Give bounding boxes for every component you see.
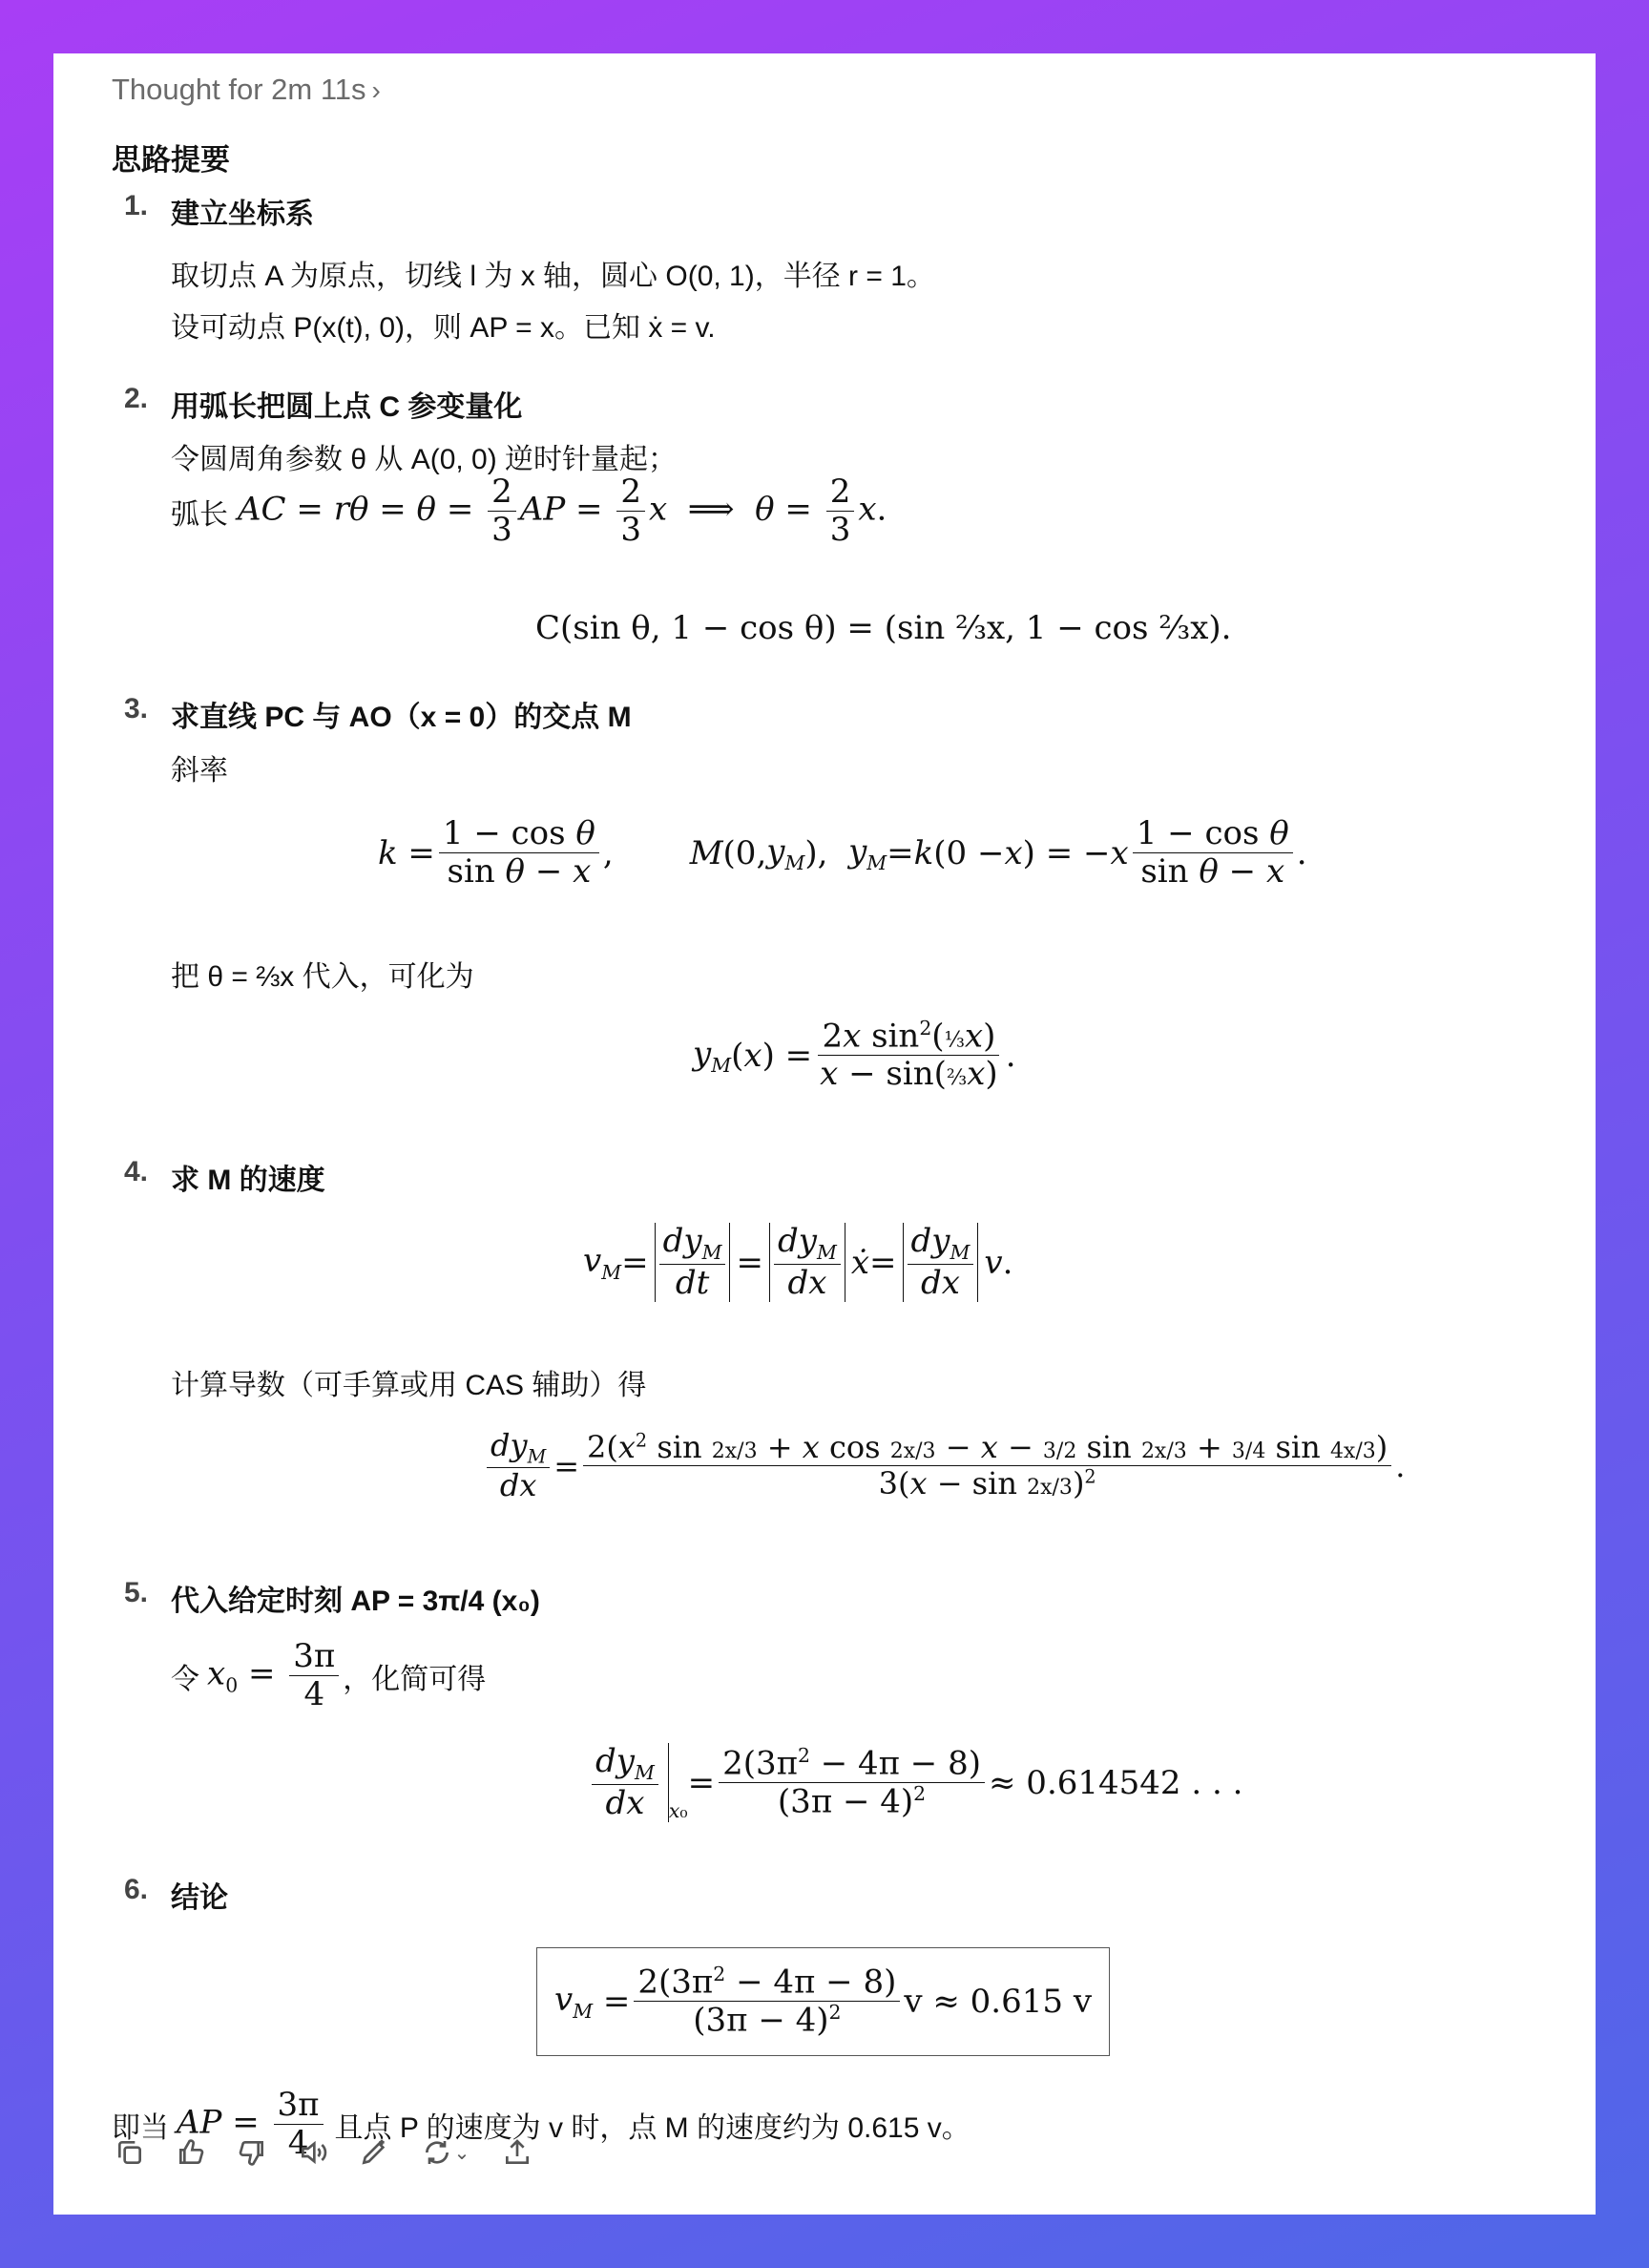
step-number: 6.: [124, 1874, 149, 1905]
thought-label: Thought for 2m 11s: [112, 73, 366, 106]
step-title: 用弧长把圆上点 C 参变量化: [171, 391, 523, 423]
c-point-equation: C(sin θ, 1 − cos θ) = (sin ⅔x, 1 − cos ⅔x).: [535, 609, 1232, 647]
step1-line1: 取切点 A 为原点，切线 l 为 x 轴，圆心 O(0, 1)，半径 r = 1。: [171, 261, 935, 292]
derivative-at-x0: $\frac{dy_M}{dx}$ $_{x _0}$ = $\frac{2(3\pi^2 - 4\pi - 8)}{(3\pi - 4)^2}$ ≈ 0.614542 . . .: [588, 1743, 1242, 1822]
edit-button[interactable]: [356, 2134, 392, 2171]
chevron-down-icon: ⌄: [453, 2142, 470, 2164]
step-title: 建立坐标系: [171, 199, 314, 230]
step-number: 3.: [124, 693, 149, 724]
step-title: 结论: [171, 1882, 228, 1914]
copy-button[interactable]: [112, 2134, 148, 2171]
summary-heading: 思路提要: [112, 143, 230, 177]
response-card: [53, 53, 1596, 2215]
substitute-line: 把 θ = ⅔x 代入，可化为: [171, 961, 474, 993]
step-number: 1.: [124, 190, 149, 221]
let-suffix: ，化简可得: [343, 1663, 487, 1695]
step2-arc-line: [171, 473, 887, 549]
read-aloud-button[interactable]: [295, 2134, 331, 2171]
thumbs-up-icon: [176, 2137, 206, 2168]
final-sentence: 即当 AP = $\frac{3\pi}{4}$ 且点 P 的速度为 v 时，点 M 的速度约为 0.615 v。: [112, 2086, 971, 2163]
share-button[interactable]: [499, 2134, 535, 2171]
slope-equation: k = $\frac{\text{1 − cos θ}}{\text{sin θ − x}}$ , M (0, $y_M$ ), $y_M$ = k (0 − x ) = − x $\frac{\text{1 − cos θ}}{\text{sin θ − x}}$ .: [378, 814, 1307, 892]
read-aloud-icon: [298, 2137, 328, 2168]
boxed-approx: v ≈ 0.615 v: [904, 1982, 1093, 2021]
let-x0-line: 令 $x_0$ = $\frac{3\pi}{4}$ ，化简可得: [171, 1637, 487, 1714]
copy-icon: [115, 2137, 145, 2168]
slope-label: 斜率: [171, 755, 228, 787]
thought-toggle[interactable]: [112, 73, 381, 107]
step-title: 求直线 PC 与 AO（x = 0）的交点 M: [171, 702, 632, 733]
regenerate-icon: [422, 2137, 452, 2168]
regenerate-button[interactable]: [417, 2134, 474, 2171]
step-title: 求 M 的速度: [171, 1165, 325, 1196]
thumbs-down-icon: [237, 2137, 267, 2168]
velocity-equation: $v_M$ = $\frac{dy_M}{dt}$ = $\frac{dy_M}{dx}$ ẋ = $\frac{dy_M}{dx}$ v .: [583, 1222, 1013, 1303]
share-icon: [502, 2137, 532, 2168]
step-title: 代入给定时刻 AP = 3π/4 (x₀): [171, 1586, 540, 1617]
final-prefix: 即当: [112, 2111, 169, 2144]
thumbs-down-button[interactable]: [234, 2134, 270, 2171]
chevron-right-icon: ›: [371, 75, 381, 105]
step-number: 4.: [124, 1156, 149, 1187]
ym-equation: $y_M$ ( x ) = $\frac{2x \sin^2(\frac{1}{3}x)}{\text{x − sin(⅔x)}}$ .: [693, 1017, 1016, 1094]
let-prefix: 令: [171, 1663, 199, 1695]
thumbs-up-button[interactable]: [173, 2134, 209, 2171]
derivative-intro: 计算导数（可手算或用 CAS 辅助）得: [171, 1370, 647, 1401]
boxed-result: $v_M$ = $\frac{2(3\pi^2 - 4\pi - 8)}{(3\pi - 4)^2}$ v ≈ 0.615 v: [536, 1947, 1110, 2056]
arc-prefix: 弧长: [171, 498, 228, 531]
derivative-equation: $\frac{dy_M}{dx}$ = $2(x^2$ sin 2x/3 + x cos 2x/3 − x − 3/2 sin 2x/3 + 3/4 sin 4x/3) $3(x - \sin 2x/3)^2$ .: [483, 1428, 1405, 1503]
action-bar: [112, 2134, 535, 2171]
edit-icon: [359, 2137, 389, 2168]
step-number: 2.: [124, 383, 149, 414]
step-number: 5.: [124, 1577, 149, 1608]
step2-line1: 令圆周角参数 θ 从 A(0, 0) 逆时针量起；: [171, 444, 678, 475]
final-mid: 且点 P 的速度为 v 时，点 M 的速度约为 0.615 v。: [334, 2111, 971, 2144]
step1-line2: 设可动点 P(x(t), 0)，则 AP = x。已知 ẋ = v.: [171, 312, 716, 344]
arc-equation: AC = rθ = θ = $\frac{2}{3}$ AP = $\frac{2}{3}$ x ⟹ θ = $\frac{2}{3}$ x.: [238, 472, 887, 550]
approx-value: ≈ 0.614542 . . .: [989, 1763, 1243, 1802]
